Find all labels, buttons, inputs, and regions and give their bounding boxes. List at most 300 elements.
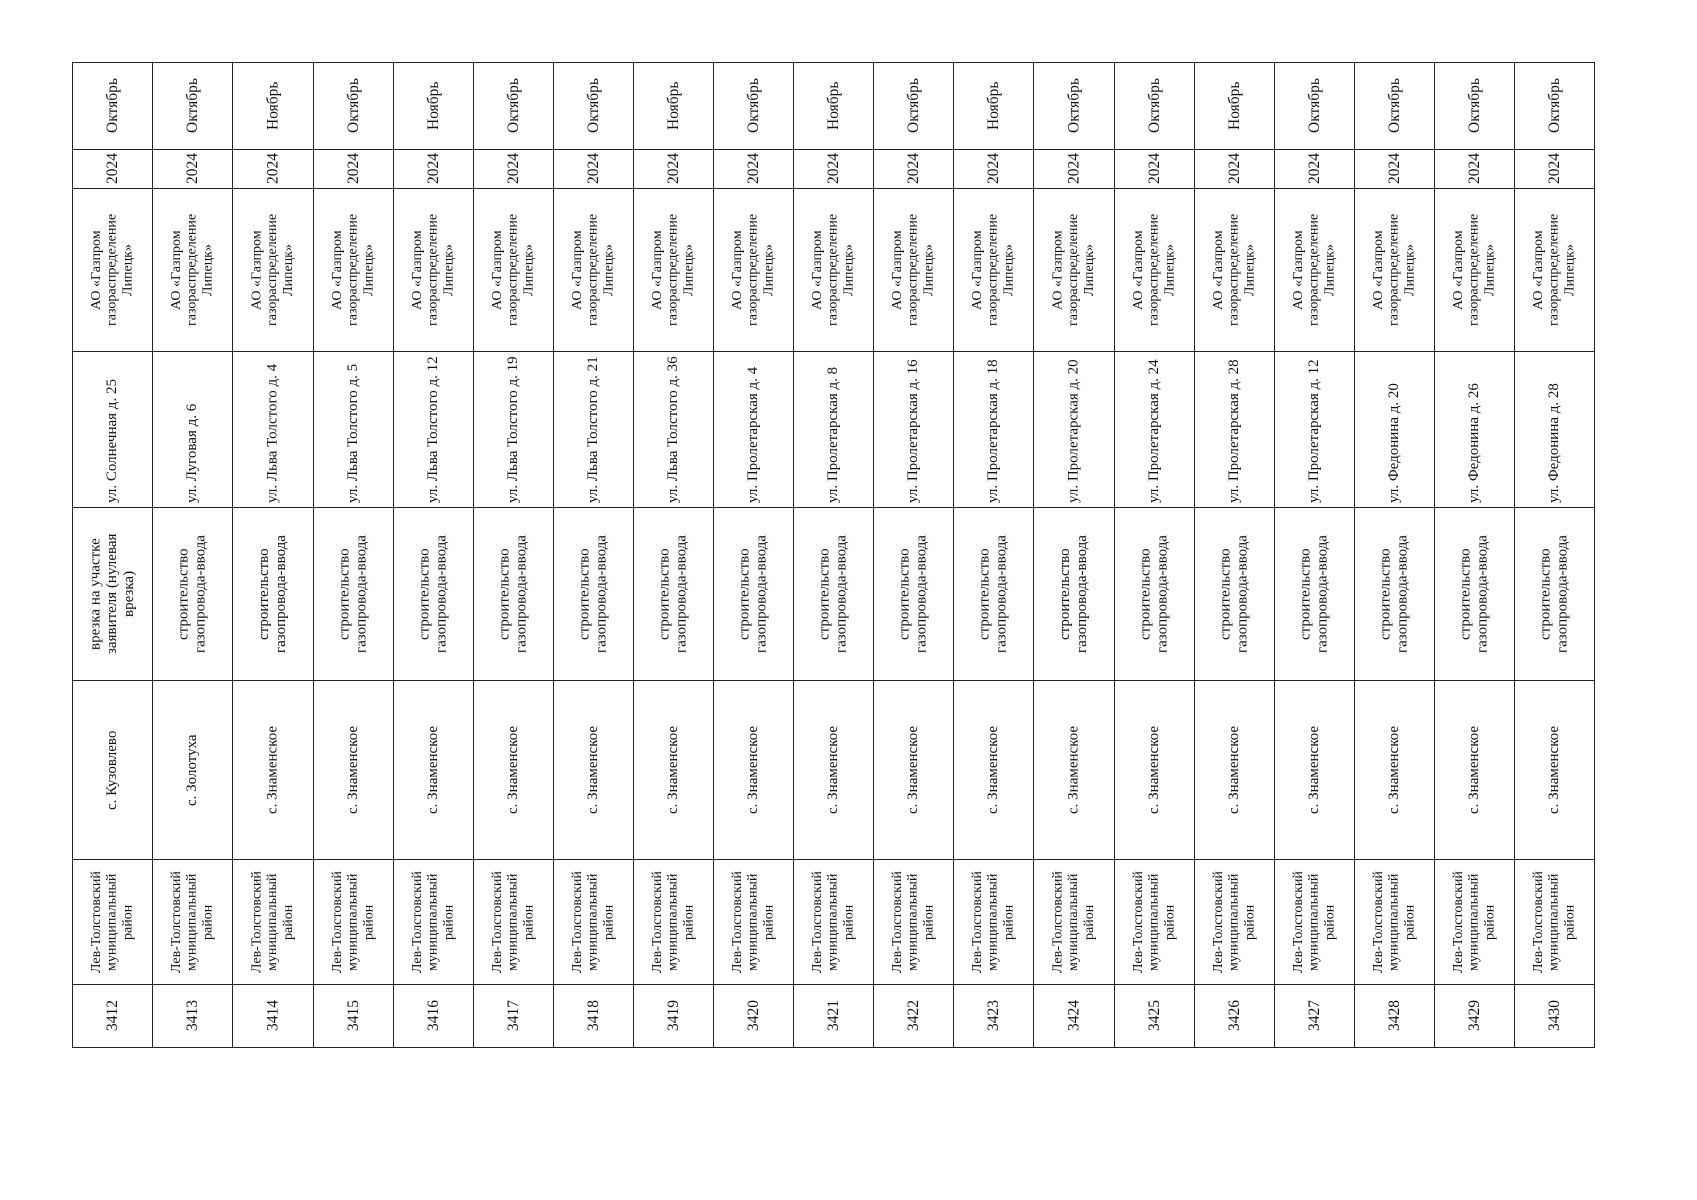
record-id-cell: [1034, 985, 1115, 1048]
year-cell: [554, 150, 634, 189]
id-text: 3420: [744, 1000, 762, 1032]
district-text: Лев-Толстовский муниципальный район: [889, 871, 937, 973]
organization-cell: [1195, 189, 1275, 352]
address-text: ул. Пролетарская д. 4: [745, 366, 762, 503]
month-text: Ноябрь: [1225, 81, 1243, 131]
work-text: строительство газопровода-ввода: [736, 535, 770, 653]
organization-cell: [954, 189, 1034, 352]
work-text: строительство газопровода-ввода: [576, 535, 610, 653]
organization-text: АО «Газпром газораспределение Липецк»: [889, 213, 937, 327]
organization-text: АО «Газпром газораспределение Липецк»: [88, 213, 136, 327]
work-type-cell: [233, 508, 314, 681]
month-cell: [1435, 63, 1515, 150]
organization-text: АО «Газпром газораспределение Липецк»: [649, 213, 697, 327]
address-cell: [1355, 352, 1435, 508]
village-cell: [73, 681, 153, 860]
month-cell: [73, 63, 153, 150]
district-cell: [714, 860, 794, 985]
organization-cell: [394, 189, 474, 352]
year-row: [73, 150, 1595, 189]
district-text: Лев-Толстовский муниципальный район: [168, 871, 216, 973]
district-cell: [1355, 860, 1435, 985]
district-text: Лев-Толстовский муниципальный район: [329, 871, 377, 973]
district-cell: [314, 860, 394, 985]
id-row: [73, 985, 1595, 1048]
work-type-cell: [1034, 508, 1115, 681]
address-cell: [554, 352, 634, 508]
village-text: с. Знаменское: [1065, 725, 1082, 815]
address-cell: [714, 352, 794, 508]
work-text: строительство газопровода-ввода: [816, 535, 850, 653]
district-text: Лев-Толстовский муниципальный район: [569, 871, 617, 973]
district-cell: [73, 860, 153, 985]
organization-cell: [554, 189, 634, 352]
id-text: 3418: [584, 1000, 602, 1032]
district-cell: [1275, 860, 1355, 985]
work-text: строительство газопровода-ввода: [1457, 535, 1491, 653]
organization-text: АО «Газпром газораспределение Липецк»: [1450, 213, 1498, 327]
organization-cell: [1355, 189, 1435, 352]
record-id-cell: [474, 985, 554, 1048]
address-cell: [314, 352, 394, 508]
address-text: ул. Федонина д. 26: [1466, 383, 1483, 503]
village-cell: [394, 681, 474, 860]
address-text: ул. Пролетарская д. 8: [825, 366, 842, 503]
month-cell: [874, 63, 954, 150]
id-text: 3423: [984, 1000, 1002, 1032]
organization-cell: [73, 189, 153, 352]
id-text: 3424: [1065, 1000, 1083, 1032]
record-id-cell: [1275, 985, 1355, 1048]
organization-cell: [794, 189, 874, 352]
organization-cell: [1115, 189, 1195, 352]
record-id-cell: [1195, 985, 1275, 1048]
district-cell: [474, 860, 554, 985]
month-text: Октябрь: [344, 78, 362, 134]
work-type-cell: [1195, 508, 1275, 681]
year-cell: [874, 150, 954, 189]
address-cell: [1515, 352, 1595, 508]
organization-cell: [1034, 189, 1115, 352]
month-cell: [554, 63, 634, 150]
year-cell: [1515, 150, 1595, 189]
district-text: Лев-Толстовский муниципальный район: [88, 871, 136, 973]
year-text: 2024: [824, 153, 842, 185]
work-type-cell: [1355, 508, 1435, 681]
district-cell: [233, 860, 314, 985]
month-cell: [474, 63, 554, 150]
record-id-cell: [1515, 985, 1595, 1048]
month-text: Октябрь: [1465, 78, 1483, 134]
work-type-cell: [314, 508, 394, 681]
year-cell: [714, 150, 794, 189]
month-text: Октябрь: [183, 78, 201, 134]
record-id-cell: [954, 985, 1034, 1048]
address-text: ул. Пролетарская д. 18: [985, 359, 1002, 503]
organization-row: [73, 189, 1595, 352]
month-text: Ноябрь: [424, 81, 442, 131]
address-text: ул. Федонина д. 20: [1386, 383, 1403, 503]
record-id-cell: [874, 985, 954, 1048]
record-id-cell: [394, 985, 474, 1048]
year-text: 2024: [1545, 153, 1563, 185]
organization-text: АО «Газпром газораспределение Липецк»: [329, 213, 377, 327]
village-cell: [794, 681, 874, 860]
year-text: 2024: [344, 153, 362, 185]
month-cell: [954, 63, 1034, 150]
district-text: Лев-Толстовский муниципальный район: [729, 871, 777, 973]
village-cell: [1195, 681, 1275, 860]
work-text: строительство газопровода-ввода: [1057, 535, 1090, 653]
organization-text: АО «Газпром газораспределение Липецк»: [969, 213, 1017, 327]
year-cell: [474, 150, 554, 189]
year-text: 2024: [1465, 153, 1483, 185]
organization-cell: [1435, 189, 1515, 352]
record-id-cell: [314, 985, 394, 1048]
village-text: с. Знаменское: [505, 725, 522, 815]
organization-text: АО «Газпром газораспределение Липецк»: [809, 213, 857, 327]
year-cell: [73, 150, 153, 189]
work-text: строительство газопровода-ввода: [1537, 535, 1571, 653]
month-text: Октябрь: [1545, 78, 1563, 134]
village-text: с. Золотуха: [184, 734, 201, 806]
district-text: Лев-Толстовский муниципальный район: [1130, 871, 1178, 973]
village-text: с. Знаменское: [745, 725, 762, 815]
month-cell: [714, 63, 794, 150]
village-cell: [634, 681, 714, 860]
village-cell: [1034, 681, 1115, 860]
address-text: ул. Льва Толстого д. 4: [264, 363, 281, 503]
record-id-cell: [554, 985, 634, 1048]
work-type-cell: [954, 508, 1034, 681]
year-text: 2024: [504, 153, 522, 185]
year-text: 2024: [1305, 153, 1323, 185]
year-cell: [1275, 150, 1355, 189]
address-cell: [794, 352, 874, 508]
month-text: Октябрь: [504, 78, 522, 134]
work-text: строительство газопровода-ввода: [656, 535, 690, 653]
year-cell: [394, 150, 474, 189]
month-cell: [1034, 63, 1115, 150]
year-cell: [634, 150, 714, 189]
district-cell: [1195, 860, 1275, 985]
work-type-cell: [153, 508, 233, 681]
address-cell: [474, 352, 554, 508]
village-cell: [1355, 681, 1435, 860]
organization-text: АО «Газпром газораспределение Липецк»: [729, 213, 777, 327]
year-text: 2024: [264, 153, 282, 185]
village-cell: [874, 681, 954, 860]
district-cell: [153, 860, 233, 985]
address-cell: [73, 352, 153, 508]
organization-cell: [634, 189, 714, 352]
district-text: Лев-Толстовский муниципальный район: [1530, 871, 1578, 973]
district-text: Лев-Толстовский муниципальный район: [1050, 871, 1097, 973]
work-text: строительство газопровода-ввода: [336, 535, 370, 653]
month-cell: [153, 63, 233, 150]
organization-text: АО «Газпром газораспределение Липецк»: [489, 213, 537, 327]
id-text: 3415: [344, 1000, 362, 1032]
month-cell: [1355, 63, 1435, 150]
work-text: строительство газопровода-ввода: [976, 535, 1010, 653]
organization-cell: [714, 189, 794, 352]
organization-text: АО «Газпром газораспределение Липецк»: [1050, 213, 1097, 327]
village-text: с. Знаменское: [1306, 725, 1323, 815]
work-type-cell: [1515, 508, 1595, 681]
address-text: ул. Льва Толстого д. 5: [345, 363, 362, 503]
village-text: с. Знаменское: [825, 725, 842, 815]
district-cell: [1115, 860, 1195, 985]
village-cell: [233, 681, 314, 860]
village-cell: [153, 681, 233, 860]
month-text: Ноябрь: [824, 81, 842, 131]
village-text: с. Знаменское: [264, 725, 281, 815]
id-text: 3416: [424, 1000, 442, 1032]
month-cell: [394, 63, 474, 150]
month-text: Октябрь: [1065, 78, 1083, 134]
month-text: Октябрь: [1385, 78, 1403, 134]
district-text: Лев-Толстовский муниципальный район: [1450, 871, 1498, 973]
village-cell: [1515, 681, 1595, 860]
village-text: с. Знаменское: [345, 725, 362, 815]
work-type-cell: [634, 508, 714, 681]
work-text: строительство газопровода-ввода: [416, 535, 450, 653]
id-text: 3430: [1545, 1000, 1563, 1032]
year-cell: [1435, 150, 1515, 189]
district-text: Лев-Толстовский муниципальный район: [409, 871, 457, 973]
village-text: с. Кузовлево: [104, 730, 121, 810]
month-text: Октябрь: [744, 78, 762, 134]
address-cell: [1275, 352, 1355, 508]
organization-text: АО «Газпром газораспределение Липецк»: [569, 213, 617, 327]
organization-text: АО «Газпром газораспределение Липецк»: [249, 213, 296, 327]
organization-text: АО «Газпром газораспределение Липецк»: [1530, 213, 1578, 327]
id-text: 3417: [504, 1000, 522, 1032]
district-cell: [954, 860, 1034, 985]
id-text: 3428: [1385, 1000, 1403, 1032]
village-text: с. Знаменское: [985, 725, 1002, 815]
district-cell: [554, 860, 634, 985]
month-text: Октябрь: [904, 78, 922, 134]
work-type-cell: [1435, 508, 1515, 681]
year-cell: [314, 150, 394, 189]
year-text: 2024: [103, 153, 121, 185]
month-cell: [634, 63, 714, 150]
address-text: ул. Луговая д. 6: [184, 403, 201, 503]
village-text: с. Знаменское: [1226, 725, 1243, 815]
village-text: с. Знаменское: [1546, 725, 1563, 815]
year-cell: [1355, 150, 1435, 189]
work-text: строительство газопровода-ввода: [496, 535, 530, 653]
organization-text: АО «Газпром газораспределение Липецк»: [1290, 213, 1338, 327]
work-text: строительство газопровода-ввода: [1377, 535, 1411, 653]
year-text: 2024: [1385, 153, 1403, 185]
address-text: ул. Пролетарская д. 16: [905, 359, 922, 503]
month-cell: [1195, 63, 1275, 150]
village-cell: [554, 681, 634, 860]
village-text: с. Знаменское: [425, 725, 442, 815]
record-id-cell: [634, 985, 714, 1048]
district-text: Лев-Толстовский муниципальный район: [1210, 871, 1258, 973]
village-cell: [1275, 681, 1355, 860]
month-cell: [314, 63, 394, 150]
record-id-cell: [1355, 985, 1435, 1048]
work-type-cell: [874, 508, 954, 681]
month-text: Октябрь: [1305, 78, 1323, 134]
work-text: строительство газопровода-ввода: [1137, 535, 1171, 653]
year-cell: [1195, 150, 1275, 189]
month-cell: [1115, 63, 1195, 150]
village-cell: [954, 681, 1034, 860]
work-text: строительство газопровода-ввода: [175, 535, 209, 653]
village-text: с. Знаменское: [1146, 725, 1163, 815]
year-text: 2024: [984, 153, 1002, 185]
month-text: Октябрь: [584, 78, 602, 134]
address-text: ул. Льва Толстого д. 19: [505, 356, 522, 503]
year-cell: [954, 150, 1034, 189]
record-id-cell: [153, 985, 233, 1048]
address-text: ул. Федонина д. 28: [1546, 383, 1563, 503]
district-cell: [1034, 860, 1115, 985]
district-cell: [1515, 860, 1595, 985]
organization-text: АО «Газпром газораспределение Липецк»: [1130, 213, 1178, 327]
address-text: ул. Льва Толстого д. 36: [665, 356, 682, 503]
address-text: ул. Льва Толстого д. 12: [425, 356, 442, 503]
address-cell: [394, 352, 474, 508]
work-text: строительство газопровода-ввода: [1217, 535, 1251, 653]
district-row: [73, 860, 1595, 985]
address-cell: [1034, 352, 1115, 508]
year-text: 2024: [904, 153, 922, 185]
month-text: Октябрь: [103, 78, 121, 134]
organization-cell: [474, 189, 554, 352]
organization-cell: [314, 189, 394, 352]
village-cell: [474, 681, 554, 860]
record-id-cell: [233, 985, 314, 1048]
village-cell: [1115, 681, 1195, 860]
month-cell: [1515, 63, 1595, 150]
organization-text: АО «Газпром газораспределение Липецк»: [1210, 213, 1258, 327]
address-text: ул. Льва Толстого д. 21: [585, 356, 602, 503]
work-type-cell: [1115, 508, 1195, 681]
organization-text: АО «Газпром газораспределение Липецк»: [409, 213, 457, 327]
work-row: [73, 508, 1595, 681]
village-cell: [314, 681, 394, 860]
organization-cell: [153, 189, 233, 352]
year-text: 2024: [584, 153, 602, 185]
id-text: 3413: [183, 1000, 201, 1032]
id-text: 3421: [824, 1000, 842, 1032]
address-cell: [233, 352, 314, 508]
address-cell: [634, 352, 714, 508]
district-cell: [634, 860, 714, 985]
district-text: Лев-Толстовский муниципальный район: [489, 871, 537, 973]
work-text: строительство газопровода-ввода: [1297, 535, 1331, 653]
year-text: 2024: [744, 153, 762, 185]
year-cell: [153, 150, 233, 189]
address-text: ул. Пролетарская д. 12: [1306, 359, 1323, 503]
organization-cell: [1275, 189, 1355, 352]
organization-cell: [233, 189, 314, 352]
work-text: строительство газопровода-ввода: [256, 535, 289, 653]
address-cell: [1435, 352, 1515, 508]
organization-cell: [1515, 189, 1595, 352]
work-type-cell: [794, 508, 874, 681]
work-text: строительство газопровода-ввода: [896, 535, 930, 653]
month-text: Ноябрь: [664, 81, 682, 131]
district-text: Лев-Толстовский муниципальный район: [649, 871, 697, 973]
year-text: 2024: [1145, 153, 1163, 185]
organization-text: АО «Газпром газораспределение Липецк»: [168, 213, 216, 327]
id-text: 3419: [664, 1000, 682, 1032]
village-cell: [1435, 681, 1515, 860]
district-text: Лев-Толстовский муниципальный район: [1370, 871, 1418, 973]
address-text: ул. Солнечная д. 25: [104, 379, 121, 503]
work-type-cell: [1275, 508, 1355, 681]
address-cell: [874, 352, 954, 508]
year-text: 2024: [664, 153, 682, 185]
month-row: [73, 63, 1595, 150]
month-cell: [1275, 63, 1355, 150]
address-cell: [153, 352, 233, 508]
id-text: 3429: [1465, 1000, 1483, 1032]
year-cell: [1115, 150, 1195, 189]
year-text: 2024: [424, 153, 442, 185]
year-text: 2024: [183, 153, 201, 185]
month-cell: [794, 63, 874, 150]
year-cell: [794, 150, 874, 189]
gas-connection-schedule-table: [72, 62, 1595, 1048]
id-text: 3412: [103, 1000, 121, 1032]
year-text: 2024: [1065, 153, 1083, 185]
record-id-cell: [1435, 985, 1515, 1048]
work-type-cell: [394, 508, 474, 681]
district-cell: [874, 860, 954, 985]
district-cell: [794, 860, 874, 985]
district-text: Лев-Толстовский муниципальный район: [1290, 871, 1338, 973]
district-text: Лев-Толстовский муниципальный район: [809, 871, 857, 973]
work-text: врезка на участке заявителя (нулевая врезка): [87, 533, 137, 655]
id-text: 3425: [1145, 1000, 1163, 1032]
village-text: с. Знаменское: [905, 725, 922, 815]
district-text: Лев-Толстовский муниципальный район: [969, 871, 1017, 973]
id-text: 3422: [904, 1000, 922, 1032]
village-text: с. Знаменское: [585, 725, 602, 815]
record-id-cell: [714, 985, 794, 1048]
year-cell: [233, 150, 314, 189]
village-row: [73, 681, 1595, 860]
id-text: 3414: [264, 1000, 282, 1032]
work-type-cell: [714, 508, 794, 681]
village-text: с. Знаменское: [665, 725, 682, 815]
district-cell: [1435, 860, 1515, 985]
id-text: 3426: [1225, 1000, 1243, 1032]
address-cell: [954, 352, 1034, 508]
id-text: 3427: [1305, 1000, 1323, 1032]
record-id-cell: [794, 985, 874, 1048]
record-id-cell: [73, 985, 153, 1048]
district-cell: [394, 860, 474, 985]
year-cell: [1034, 150, 1115, 189]
record-id-cell: [1115, 985, 1195, 1048]
month-text: Ноябрь: [984, 81, 1002, 131]
organization-cell: [874, 189, 954, 352]
address-text: ул. Пролетарская д. 24: [1146, 359, 1163, 503]
address-text: ул. Пролетарская д. 20: [1065, 359, 1082, 503]
village-text: с. Знаменское: [1466, 725, 1483, 815]
month-cell: [233, 63, 314, 150]
work-type-cell: [73, 508, 153, 681]
